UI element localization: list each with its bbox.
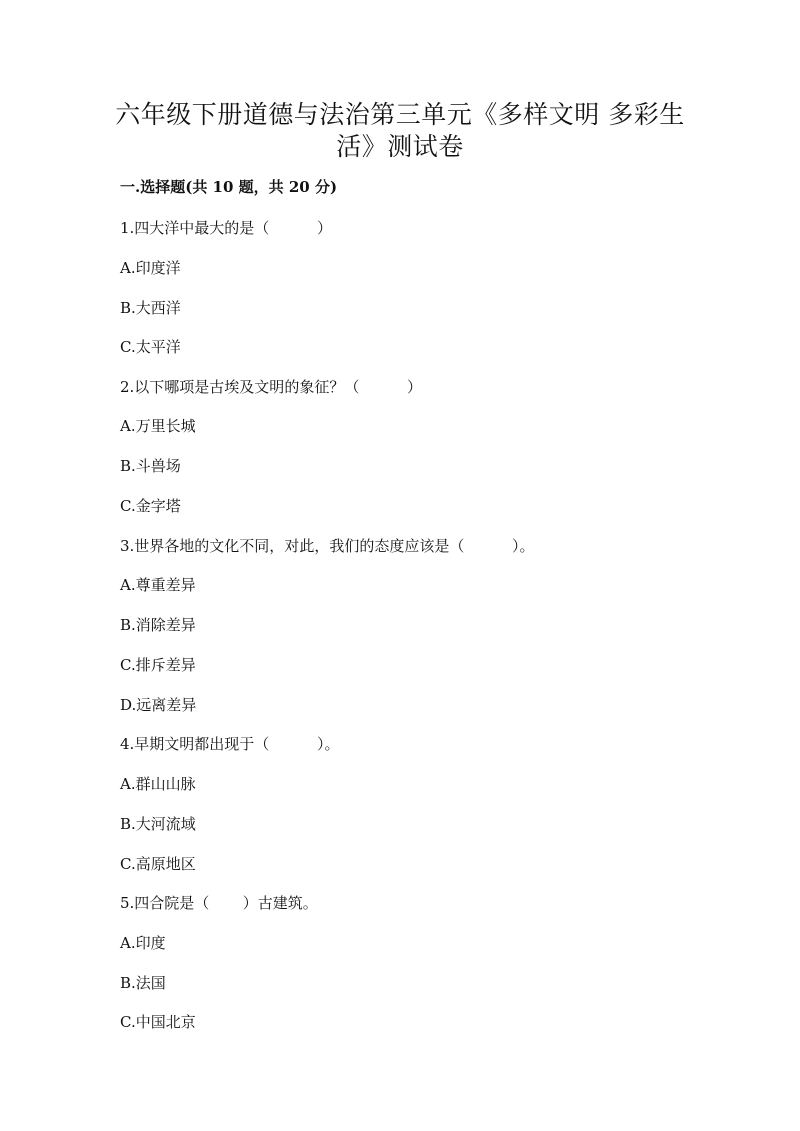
question-stem: 3.世界各地的文化不同，对此，我们的态度应该是（ ）。 bbox=[120, 537, 535, 555]
answer-option: C.中国北京 bbox=[120, 1013, 196, 1031]
question-stem: 1.四大洋中最大的是（ ） bbox=[120, 219, 332, 237]
answer-option: C.金字塔 bbox=[120, 497, 181, 515]
question-stem: 4.早期文明都出现于（ ）。 bbox=[120, 735, 340, 753]
section-heading: 一.选择题(共 10 题，共 20 分) bbox=[120, 178, 338, 196]
answer-option: C.太平洋 bbox=[120, 338, 181, 356]
answer-option: A.万里长城 bbox=[120, 417, 196, 435]
answer-option: B.法国 bbox=[120, 974, 166, 992]
answer-option: A.印度 bbox=[120, 934, 166, 952]
page-title-continued: 活》测试卷 bbox=[336, 132, 464, 161]
answer-option: B.斗兽场 bbox=[120, 457, 181, 475]
answer-option: A.尊重差异 bbox=[120, 576, 196, 594]
answer-option: B.大西洋 bbox=[120, 299, 181, 317]
answer-option: A.印度洋 bbox=[120, 259, 181, 277]
answer-option: C.排斥差异 bbox=[120, 656, 196, 674]
question-stem: 5.四合院是（ ）古建筑。 bbox=[120, 894, 318, 912]
answer-option: D.远离差异 bbox=[120, 696, 197, 714]
answer-option: B.大河流域 bbox=[120, 815, 196, 833]
answer-option: B.消除差异 bbox=[120, 616, 196, 634]
answer-option: A.群山山脉 bbox=[120, 775, 196, 793]
question-stem: 2.以下哪项是古埃及文明的象征？（ ） bbox=[120, 378, 422, 396]
answer-option: C.高原地区 bbox=[120, 855, 196, 873]
page-title: 六年级下册道德与法治第三单元《多样文明 多彩生 bbox=[115, 100, 685, 129]
